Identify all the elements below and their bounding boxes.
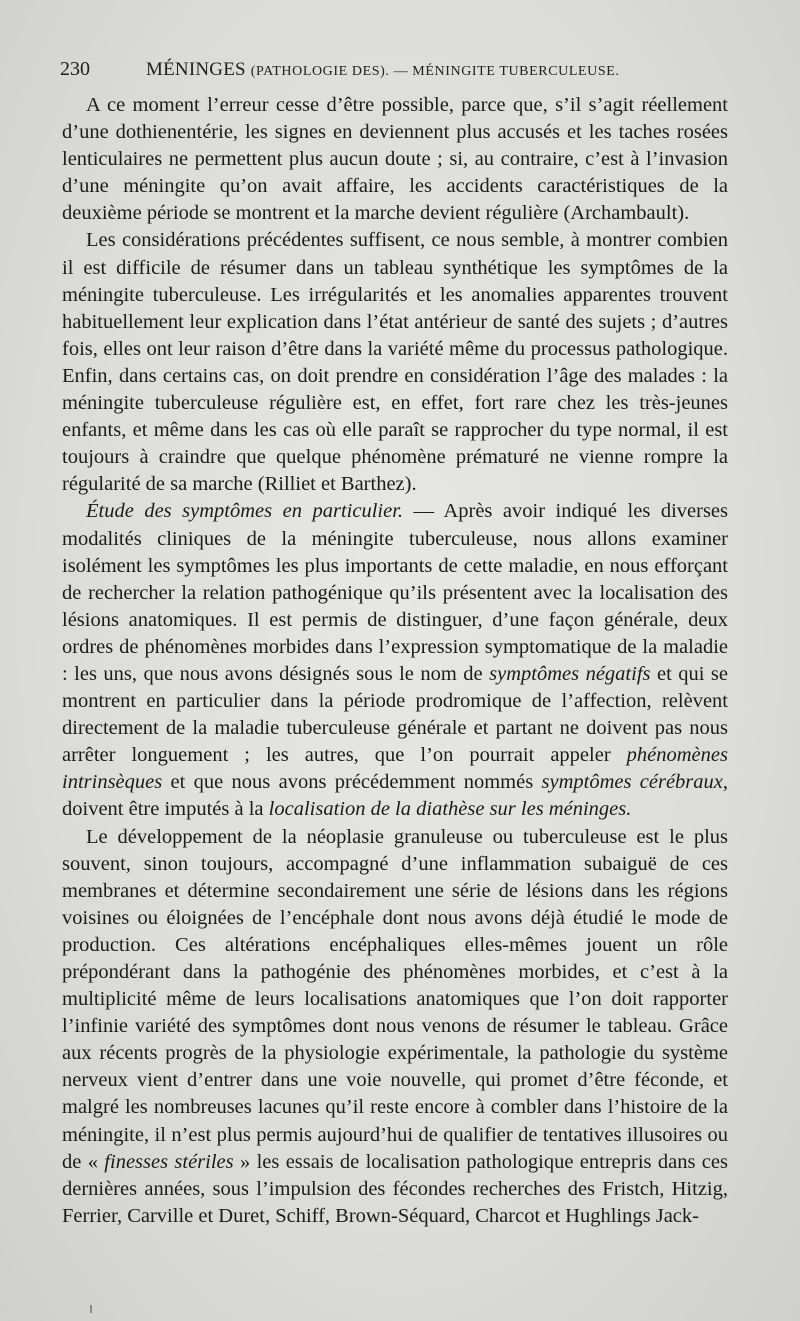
- running-title-main: MÉNINGES: [146, 59, 251, 80]
- running-title-sub: (PATHOLOGIE DES). — MÉNINGITE TUBERCULEUSE.: [250, 64, 620, 79]
- paragraph: A ce moment l’erreur cesse d’être possible, parce que, s’il s’agit réellement d’une dothienentérie, les signes en deviennent plus accusés et les taches rosées lenticulaires ne permettent plus aucun doute ; si, au contraire, c’est à l’invasion d’une méningite qu’on avait affaire, les accidents caractéristiques de la deuxième période se montrent et la marche devient régulière (Archambault).: [62, 94, 728, 225]
- emphasis: finesses stériles: [104, 1150, 234, 1173]
- paragraph: [62, 498, 728, 823]
- section-heading: Étude des symptômes en particulier.: [86, 500, 404, 523]
- emphasis: localisation de la diathèse sur les méninges.: [268, 798, 632, 821]
- paragraph: Les considérations précédentes suffisent, ce nous semble, à montrer combien il est difficile de résumer dans un tableau synthétique les symptômes de la méningite tuberculeuse. Les irrégularités et les anomalies apparentes trouvent habituellement leur explication dans l’état antérieur de santé des sujets ; d’autres fois, elles ont leur raison d’être dans la variété même du processus pathologique. Enfin, dans certains cas, on doit prendre en considération l’âge des malades : la méningite tuberculeuse régulière est, en effet, fort rare chez les très-jeunes enfants, et même dans les cas où elle paraît se rapprocher du type normal, il est toujours à craindre que quelque phénomène prématuré ne vienne rompre la régularité de sa marche (Rilliet et Barthez).: [62, 229, 728, 496]
- emphasis: symptômes négatifs: [489, 662, 651, 685]
- printing-mark: [90, 1305, 92, 1313]
- body-text: [62, 92, 728, 1230]
- emphasis: symptômes cérébraux: [541, 771, 723, 794]
- page-number: 230: [60, 58, 90, 80]
- running-title: [146, 59, 620, 81]
- text-run: » les essais de localisation pathologique entrepris dans ces dernières années, sous l’impulsion des fécondes recherches des Fristch, Hitzig, Ferrier, Carville et Duret, Schiff, Brown-Séquard, Charcot et Hughlings Jack-: [62, 1150, 728, 1227]
- text-run: — Après avoir indiqué les diverses modalités cliniques de la méningite tuberculeuse, nous allons examiner isolément les symptômes les plus importants de cette maladie, en nous efforçant de rechercher la relation pathogénique qu’ils présentent avec la localisation des lésions anatomiques. Il est permis de distinguer, d’une façon générale, deux ordres de phénomènes morbides dans l’expression symptomatique de la maladie : les uns, que nous avons désignés sous le nom de: [62, 500, 728, 685]
- paragraph: [62, 824, 728, 1230]
- emphasis: phénomènes intrinsèques: [62, 744, 728, 794]
- text-run: et qui se montrent en particulier dans la période prodromique de l’affection, relèvent directement de la maladie tuberculeuse générale et partant ne doivent pas nous arrêter longuement ; les autres, que l’on pourrait appeler: [62, 662, 729, 767]
- text-run: et que nous avons précédemment nommés: [162, 771, 542, 794]
- running-header: [60, 58, 740, 81]
- text-run: Le développement de la néoplasie granuleuse ou tuberculeuse est le plus souvent, sinon toujours, accompagné d’une inflammation subaiguë de ces membranes et détermine secondairement une série de lésions dans les régions voisines ou éloignées de l’encéphale dont nous avons déjà étudié le mode de production. Ces altérations encéphaliques elles-mêmes jouent un rôle prépondérant dans la pathogénie des phénomènes morbides, et c’est à la multiplicité même de leurs localisations anatomiques que l’on doit rapporter l’infinie variété des symptômes dont nous venons de résumer le tableau. Grâce aux récents progrès de la physiologie expérimentale, la pathologie du système nerveux vient d’entrer dans une voie nouvelle, qui promet d’être féconde, et malgré les nombreuses lacunes qu’il reste encore à combler dans l’histoire de la méningite, il n’est plus permis aujourd’hui de qualifier de tentatives illusoires ou de «: [62, 825, 728, 1173]
- text-run: , doivent être imputés à la: [62, 771, 728, 821]
